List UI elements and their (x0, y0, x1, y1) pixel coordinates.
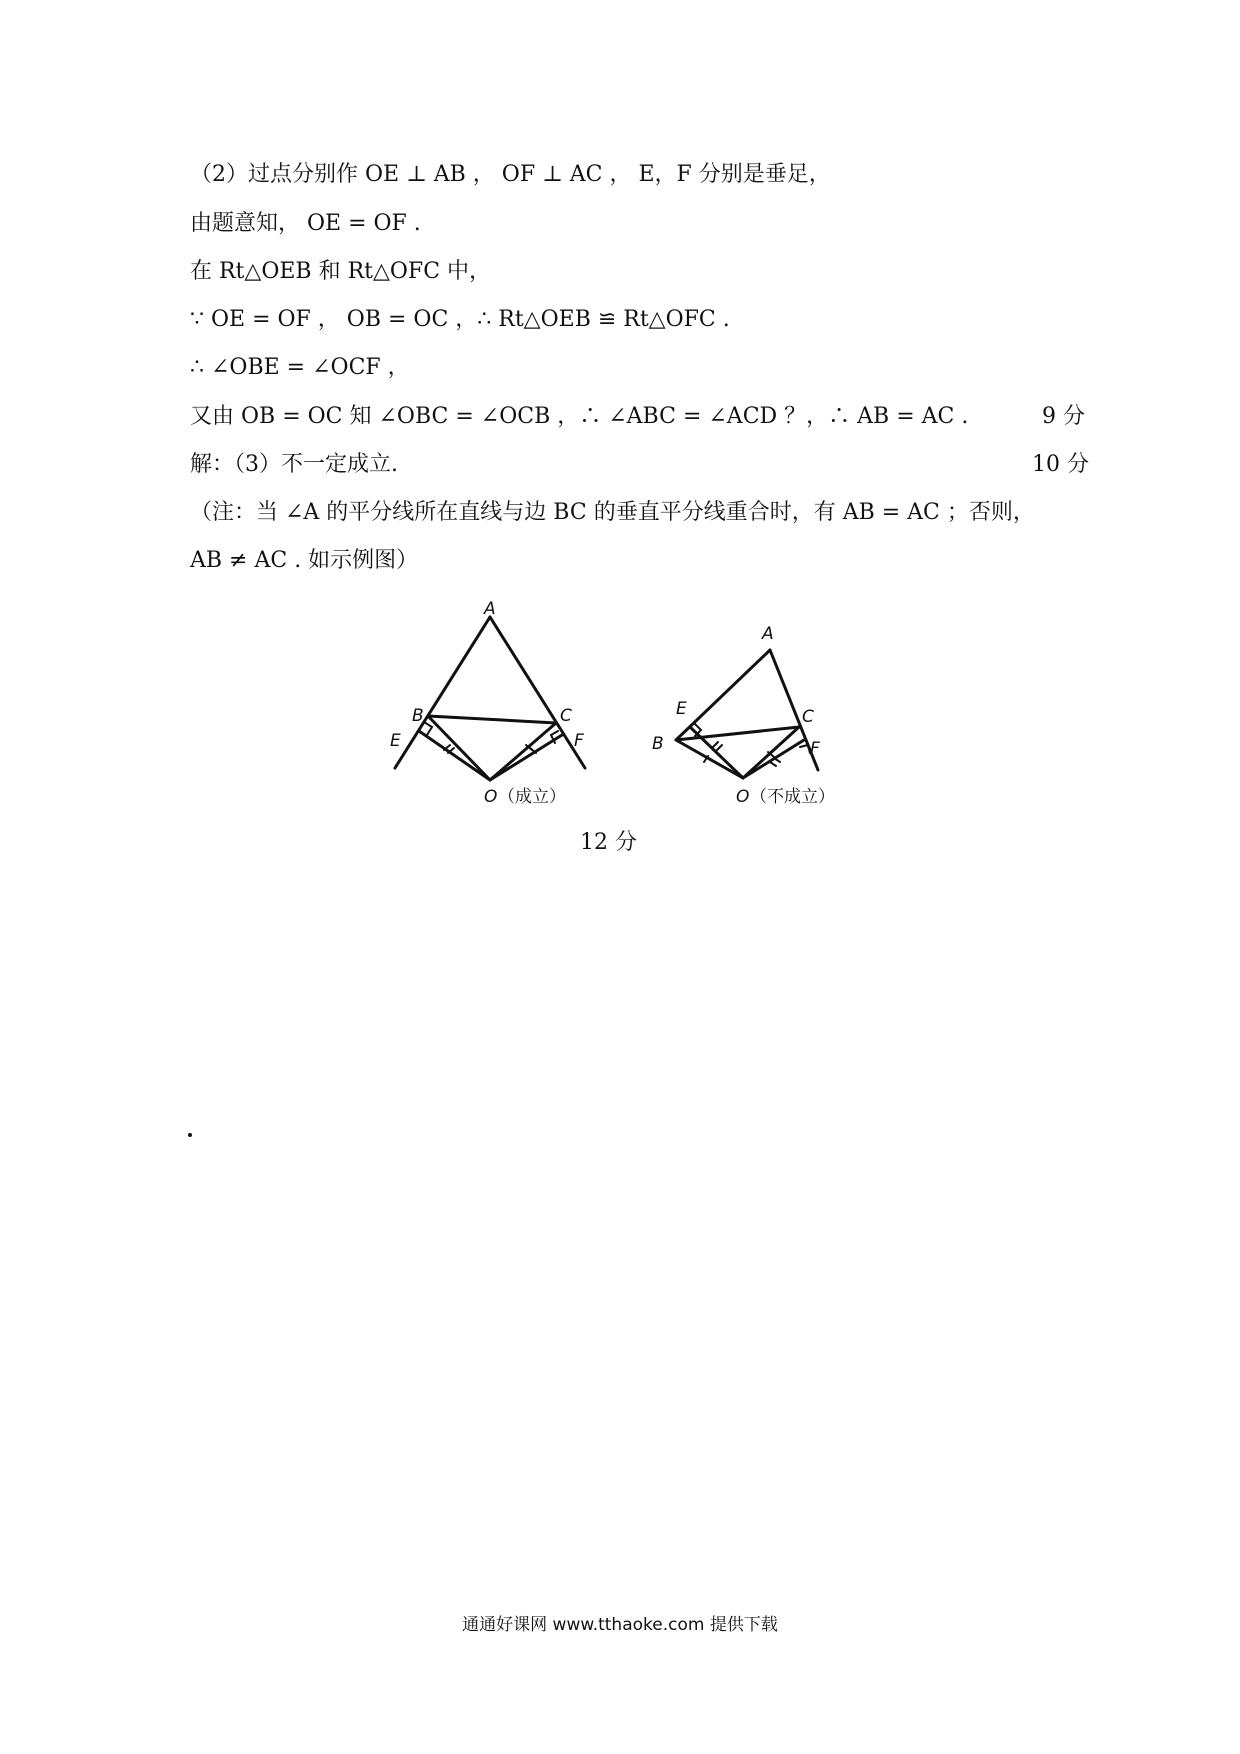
stray-dot (188, 1133, 192, 1137)
fig2-label-O: O (736, 787, 750, 807)
fig1-label-B: B (412, 706, 424, 726)
text-line-2: 由题意知， OE = OF . (190, 211, 421, 236)
fig1-caption: （成立） (498, 787, 566, 807)
text-line-9: AB ≠ AC . 如示例图） (190, 548, 419, 573)
figure-non-isosceles (676, 650, 818, 778)
text-line-1: （2）过点分别作 OE ⊥ AB ， OF ⊥ AC ， E，F 分别是垂足， (190, 162, 831, 187)
fig1-label-A: A (484, 599, 496, 619)
text-line-4: ∵ OE = OF ， OB = OC ，∴ Rt△OEB ≌ Rt△OFC . (190, 307, 730, 332)
text-line-8: （注：当 ∠A 的平分线所在直线与边 BC 的垂直平分线重合时，有 AB = AC ；否则， (190, 500, 1035, 525)
text-line-6: 又由 OB = OC 知 ∠OBC = ∠OCB ，∴ ∠ABC = ∠ACD ？，∴ AB = AC . (190, 404, 969, 429)
fig2-label-A: A (762, 624, 774, 644)
score-12: 12 分 (580, 830, 637, 855)
text-line-7: 解：（3）不一定成立. (190, 452, 398, 477)
score-9: 9 分 (1042, 404, 1085, 429)
figure-isosceles (395, 617, 585, 780)
fig1-label-F: F (574, 731, 584, 751)
fig2-label-C: C (802, 707, 814, 727)
score-10: 10 分 (1032, 452, 1089, 477)
fig2-label-B: B (652, 734, 664, 754)
fig1-label-O: O (484, 787, 498, 807)
fig2-label-F: F (810, 739, 820, 759)
text-line-3: 在 Rt△OEB 和 Rt△OFC 中， (190, 259, 492, 284)
fig1-label-C: C (560, 706, 572, 726)
text-line-5: ∴ ∠OBE = ∠OCF ， (190, 355, 410, 380)
footer-source: 通通好课网 www.tthaoke.com 提供下载 (462, 1615, 778, 1635)
fig2-caption: （不成立） (750, 787, 835, 807)
fig2-label-E: E (676, 699, 687, 719)
fig1-label-E: E (390, 731, 401, 751)
